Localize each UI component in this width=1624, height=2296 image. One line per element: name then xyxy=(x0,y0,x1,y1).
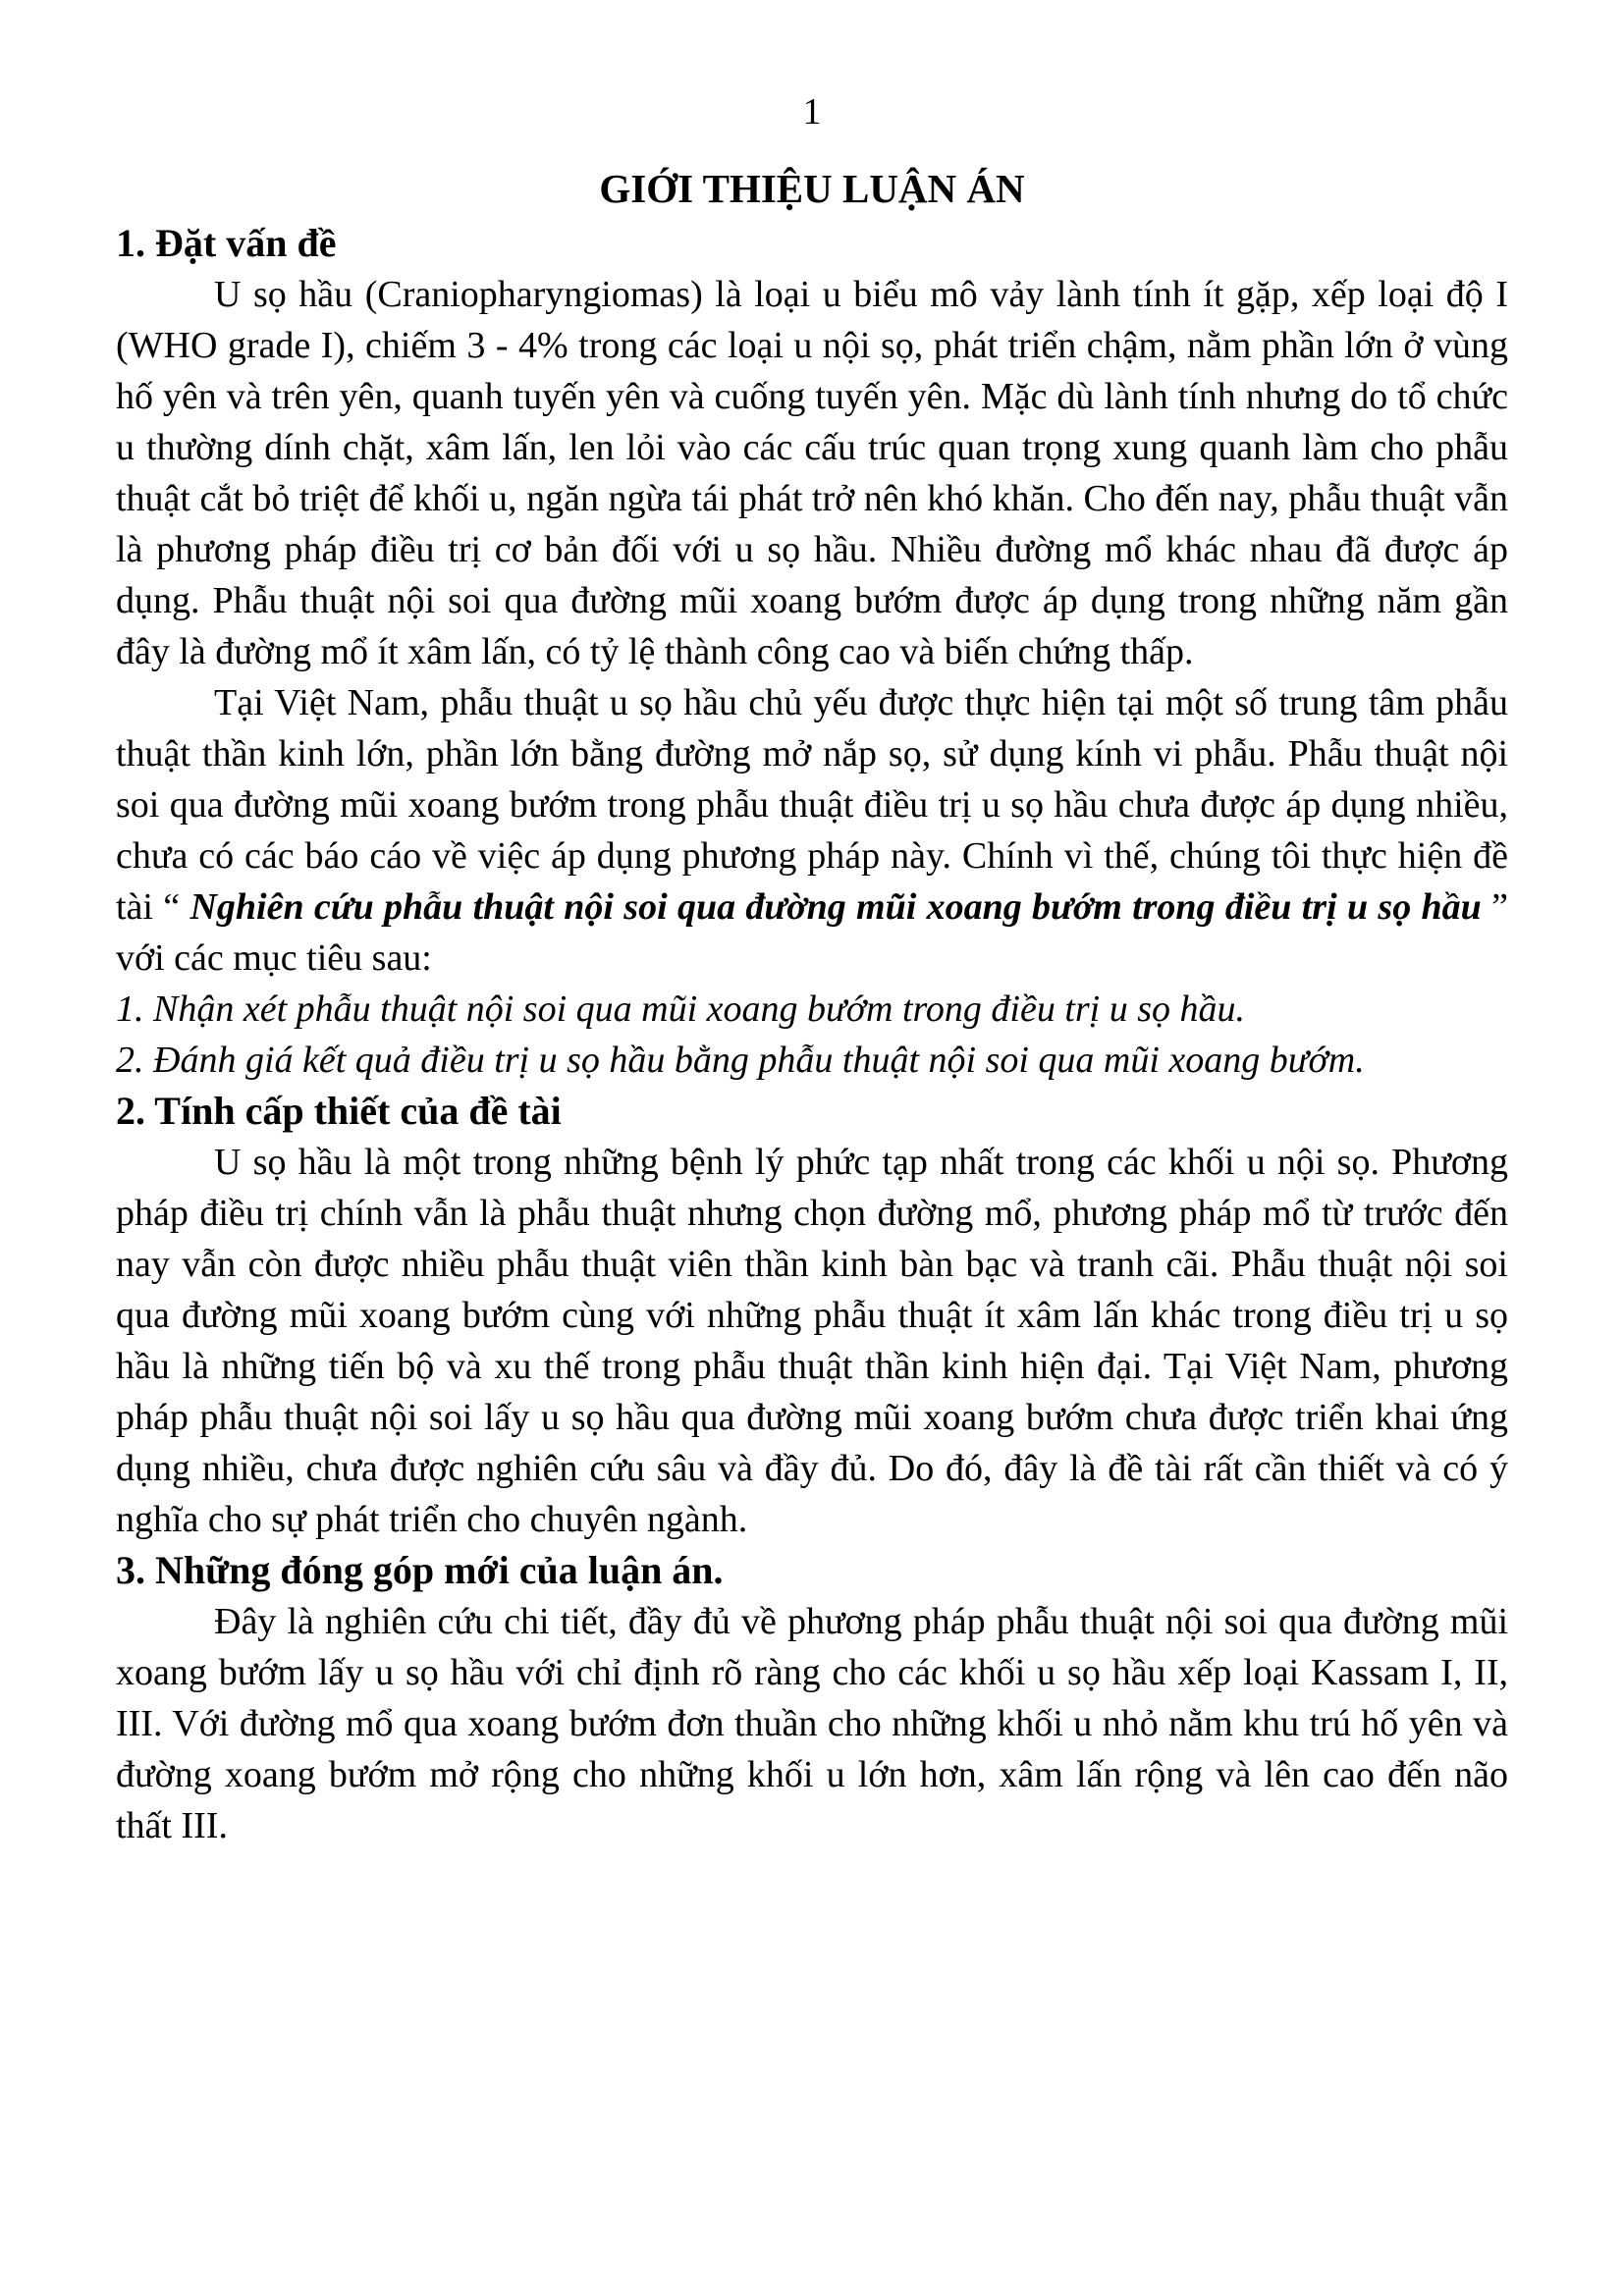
objective-1: 1. Nhận xét phẫu thuật nội soi qua mũi xoang bướm trong điều trị u sọ hầu. xyxy=(116,988,1246,1030)
section-1-paragraph-2-text-before: Tại Việt Nam, phẫu thuật u sọ hầu chủ yếu được thực hiện tại một số trung tâm phẫu thuật thần kinh lớn, phần lớn bằng đường mở nắp sọ, sử dụng kính vi phẫu. Phẫu thuật nội soi qua đường mũi xoang bướm trong phẫu thuật điều trị u sọ hầu chưa được áp dụng nhiều, chưa có các báo cáo về việc áp dụng phương pháp này. Chính vì thế, chúng tôi thực hiện đề tài “ xyxy=(116,682,1508,928)
section-1-paragraph-2-text-after: ” với các mục tiêu sau: xyxy=(116,886,1508,979)
section-1-heading: 1. Đặt vấn đề xyxy=(116,221,337,265)
section-2-paragraph-1: U sọ hầu là một trong những bệnh lý phức tạp nhất trong các khối u nội sọ. Phương pháp điều trị chính vẫn là phẫu thuật nhưng chọn đường mổ, phương pháp mổ từ trước đến nay vẫn còn được nhiều phẫu thuật viên thần kinh bàn bạc và tranh cãi. Phẫu thuật nội soi qua đường mũi xoang bướm cùng với những phẫu thuật ít xâm lấn khác trong điều trị u sọ hầu là những tiến bộ và xu thế trong phẫu thuật thần kinh hiện đại. Tại Việt Nam, phương pháp phẫu thuật nội soi lấy u sọ hầu qua đường mũi xoang bướm chưa được triển khai ứng dụng nhiều, chưa được nghiên cứu sâu và đầy đủ. Do đó, đây là đề tài rất cần thiết và có ý nghĩa cho sự phát triển cho chuyên ngành. xyxy=(116,1142,1508,1540)
section-3-heading: 3. Những đóng góp mới của luận án. xyxy=(116,1548,724,1592)
section-2-heading: 2. Tính cấp thiết của đề tài xyxy=(116,1089,562,1133)
section-1-paragraph-1: U sọ hầu (Craniopharyngiomas) là loại u biểu mô vảy lành tính ít gặp, xếp loại độ I (WHO grade I), chiếm 3 - 4% trong các loại u nội sọ, phát triển chậm, nằm phần lớn ở vùng hố yên và trên yên, quanh tuyến yên và cuống tuyến yên. Mặc dù lành tính nhưng do tổ chức u thường dính chặt, xâm lấn, len lỏi vào các cấu trúc quan trọng xung quanh làm cho phẫu thuật cắt bỏ triệt để khối u, ngăn ngừa tái phát trở nên khó khăn. Cho đến nay, phẫu thuật vẫn là phương pháp điều trị cơ bản đối với u sọ hầu. Nhiều đường mổ khác nhau đã được áp dụng. Phẫu thuật nội soi qua đường mũi xoang bướm được áp dụng trong những năm gần đây là đường mổ ít xâm lấn, có tỷ lệ thành công cao và biến chứng thấp. xyxy=(116,274,1508,672)
thesis-title-inline: Nghiên cứu phẫu thuật nội soi qua đường mũi xoang bướm trong điều trị u sọ hầu xyxy=(189,886,1482,928)
objective-2: 2. Đánh giá kết quả điều trị u sọ hầu bằng phẫu thuật nội soi qua mũi xoang bướm. xyxy=(116,1040,1365,1081)
section-3-paragraph-1: Đây là nghiên cứu chi tiết, đầy đủ về phương pháp phẫu thuật nội soi qua đường mũi xoang bướm lấy u sọ hầu với chỉ định rõ ràng cho các khối u sọ hầu xếp loại Kassam I, II, III. Với đường mổ qua xoang bướm đơn thuần cho những khối u nhỏ nằm khu trú hố yên và đường xoang bướm mở rộng cho những khối u lớn hơn, xâm lấn rộng và lên cao đến não thất III. xyxy=(116,1601,1508,1846)
page-number: 1 xyxy=(802,91,822,133)
section-1-paragraph-2 xyxy=(116,677,1508,984)
document-title: GIỚI THIỆU LUẬN ÁN xyxy=(599,166,1025,211)
